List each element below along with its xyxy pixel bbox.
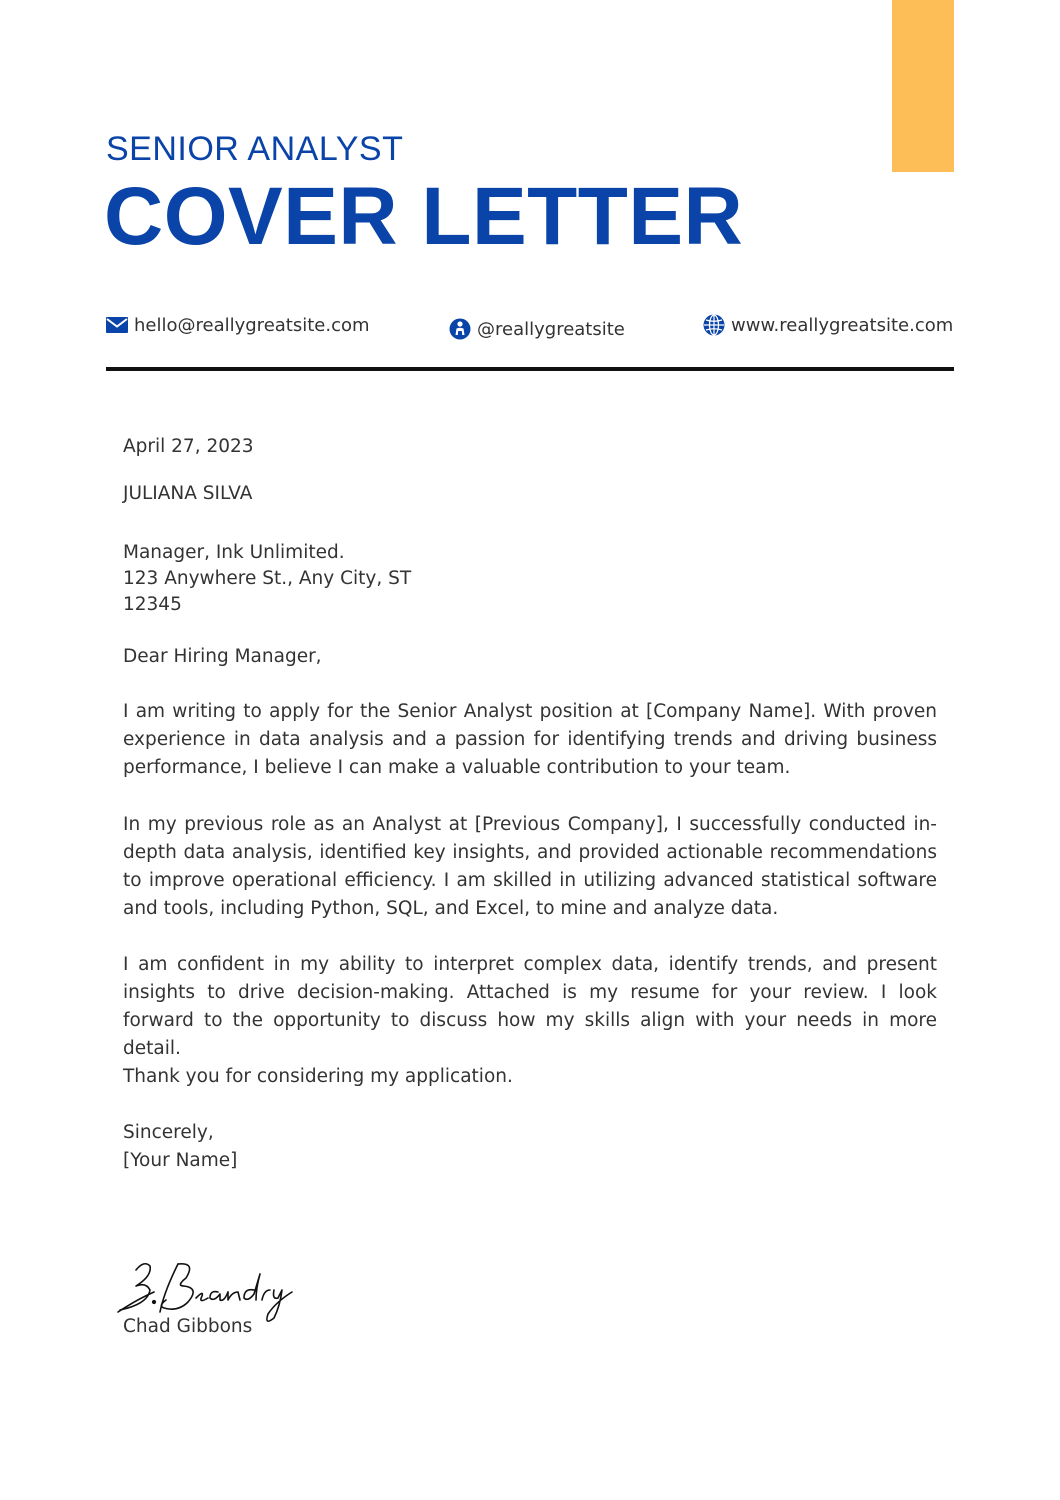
mail-icon bbox=[106, 314, 128, 336]
closing-word: Sincerely, bbox=[123, 1122, 214, 1143]
paragraph-1: I am writing to apply for the Senior Analyst position at [Company Name]. With proven experience in data analysis and a passion for identifying trends and driving business performance, I believe I can make a valuable contribution to your team. bbox=[123, 701, 937, 778]
closing-name: [Your Name] bbox=[123, 1150, 238, 1171]
paragraph-2: In my previous role as an Analyst at [Previous Company], I successfully conducted in-depth data analysis, identified key insights, and provided actionable recommendations to improve operational efficiency. I am skilled in utilizing advanced statistical software and tools, including Python, SQL, and Excel, to mine and analyze data. bbox=[123, 814, 937, 919]
closing bbox=[123, 1119, 937, 1175]
recipient-address bbox=[123, 540, 937, 618]
contact-website[interactable] bbox=[703, 314, 953, 336]
signer-name: Chad Gibbons bbox=[123, 1316, 253, 1337]
document-subtitle: SENIOR ANALYST bbox=[106, 130, 404, 168]
header-divider bbox=[106, 367, 954, 371]
paragraph-3: I am confident in my ability to interpret complex data, identify trends, and present insights to drive decision-making. Attached is my resume for your review. I look forward to the opportunity to discuss how my skills align with your needs in more detail. bbox=[123, 954, 937, 1059]
recipient-name: JULIANA SILVA bbox=[123, 483, 253, 504]
accent-bar bbox=[892, 0, 954, 172]
website-text: www.reallygreatsite.com bbox=[731, 314, 954, 336]
address-line: Manager, Ink Unlimited. bbox=[123, 542, 345, 563]
letter-date: April 27, 2023 bbox=[123, 436, 254, 457]
document-title: COVER LETTER bbox=[104, 171, 744, 262]
address-line: 123 Anywhere St., Any City, ST bbox=[123, 568, 412, 589]
greeting: Dear Hiring Manager, bbox=[123, 646, 322, 667]
social-handle-text: @reallygreatsite bbox=[477, 318, 625, 340]
user-circle-icon bbox=[449, 318, 471, 340]
email-text: hello@reallygreatsite.com bbox=[134, 314, 370, 336]
handwritten-signature bbox=[114, 1252, 294, 1324]
thanks-line: Thank you for considering my application. bbox=[123, 1066, 513, 1087]
address-line: 12345 bbox=[123, 594, 182, 615]
contact-social[interactable] bbox=[449, 318, 625, 340]
globe-icon bbox=[703, 314, 725, 336]
contact-email[interactable] bbox=[106, 314, 370, 336]
